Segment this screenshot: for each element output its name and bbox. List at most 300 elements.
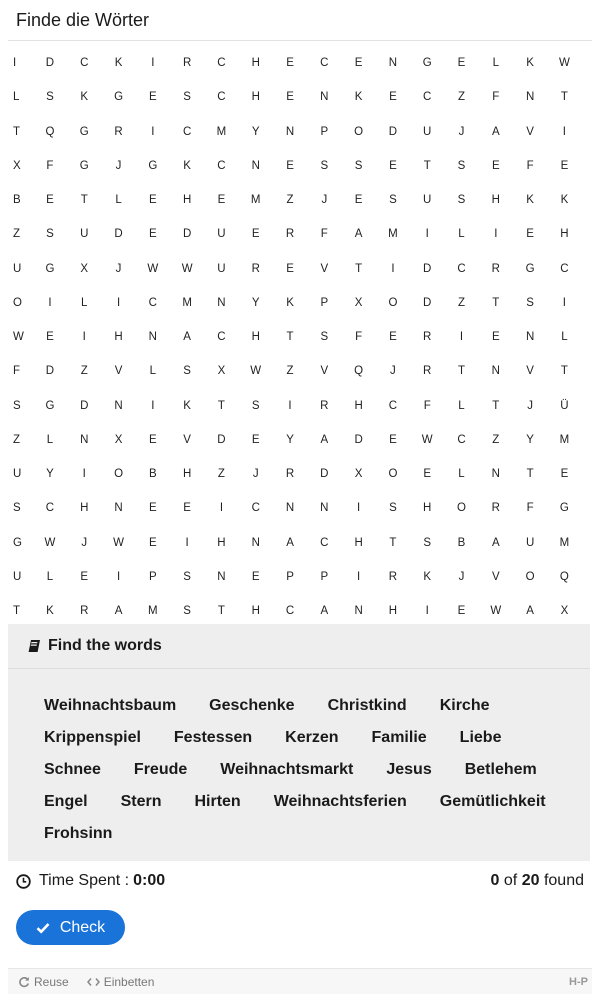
grid-cell[interactable]: C [182,125,192,138]
grid-cell[interactable]: E [286,91,294,104]
grid-cell[interactable]: O [13,296,22,309]
grid-cell[interactable]: C [457,262,466,275]
grid-cell[interactable]: S [13,399,21,412]
grid-cell[interactable]: L [561,331,568,344]
grid-cell[interactable]: L [458,228,465,241]
grid-cell[interactable]: D [217,433,226,446]
grid-cell[interactable]: K [526,194,534,207]
grid-cell[interactable]: I [459,331,464,344]
grid-cell[interactable]: K [423,570,432,583]
grid-cell[interactable]: K [46,605,54,618]
grid-cell[interactable]: J [252,468,259,481]
grid-cell[interactable]: D [114,228,123,241]
grid-cell[interactable]: K [526,57,534,70]
grid-cell[interactable]: E [149,536,157,549]
grid-cell[interactable]: H [354,536,363,549]
grid-cell[interactable]: E [389,91,397,104]
grid-cell[interactable]: N [114,399,123,412]
grid-cell[interactable]: S [457,159,466,172]
grid-cell[interactable]: N [354,605,363,618]
grid-cell[interactable]: L [149,365,157,378]
grid-cell[interactable]: N [525,331,535,344]
grid-cell[interactable]: T [492,399,500,412]
grid-cell[interactable]: N [285,125,295,138]
grid-cell[interactable]: O [525,570,535,583]
grid-cell[interactable]: C [148,296,157,309]
word-item: Hirten [194,793,241,810]
grid-cell[interactable]: Z [286,194,294,207]
grid-cell[interactable]: E [251,570,260,583]
grid-cell[interactable]: M [182,296,192,309]
grid-cell[interactable]: I [13,57,17,70]
grid-cell[interactable]: A [491,125,500,138]
grid-cell[interactable]: A [354,228,363,241]
grid-cell[interactable]: T [526,468,534,481]
grid-cell[interactable]: S [457,194,466,207]
grid-cell[interactable]: M [388,228,398,241]
grid-row [0,286,600,320]
grid-cell[interactable]: E [149,91,157,104]
grid-cell[interactable]: O [354,125,364,138]
grid-cell[interactable]: S [320,331,329,344]
grid-cell[interactable]: F [355,331,363,344]
grid-cell[interactable]: J [527,399,533,412]
grid-cell[interactable]: R [491,502,500,515]
grid-cell[interactable]: M [559,536,570,549]
grid-cell[interactable]: E [560,468,569,481]
grid-cell[interactable]: N [217,570,226,583]
grid-cell[interactable]: X [354,468,363,481]
grid-cell[interactable]: W [421,433,433,446]
grid-cell[interactable]: C [457,433,466,446]
grid-cell[interactable]: I [116,570,121,583]
grid-cell[interactable]: K [183,159,191,172]
grid-cell[interactable]: N [217,296,226,309]
grid-cell[interactable]: R [285,228,295,241]
grid-cell[interactable]: E [251,433,260,446]
grid-cell[interactable]: Q [45,125,55,138]
grid-cell[interactable]: E [46,331,54,344]
grid-cell[interactable]: Y [286,433,294,446]
grid-cell[interactable]: H [251,605,260,618]
grid-cell[interactable]: V [183,433,191,446]
grid-cell[interactable]: P [286,570,294,583]
grid-cell[interactable]: S [183,570,191,583]
grid-row [0,491,600,525]
grid-cell[interactable]: H [114,331,123,344]
grid-cell[interactable]: V [526,125,534,138]
grid-cell[interactable]: I [185,536,189,549]
grid-cell[interactable]: R [182,57,192,70]
grid-cell[interactable]: F [46,159,54,172]
grid-cell[interactable]: G [79,159,89,172]
grid-cell[interactable]: V [491,570,500,583]
grid-cell[interactable]: Z [13,228,21,241]
grid-cell[interactable]: E [457,57,466,70]
grid-cell[interactable]: N [491,468,500,481]
grid-cell[interactable]: E [457,605,466,618]
grid-cell[interactable]: P [149,570,157,583]
grid-cell[interactable]: C [251,502,260,515]
grid-cell[interactable]: C [217,159,226,172]
grid-cell[interactable]: T [355,262,363,275]
grid-cell[interactable]: W [490,605,502,618]
grid-cell[interactable]: R [285,468,295,481]
grid-cell[interactable]: K [183,399,191,412]
grid-cell[interactable]: C [285,605,295,618]
grid-cell[interactable]: D [354,433,363,446]
grid-cell[interactable]: T [389,536,397,549]
grid-cell[interactable]: X [560,605,569,618]
grid-cell[interactable]: E [423,468,432,481]
grid-cell[interactable]: E [354,57,363,70]
grid-cell[interactable]: X [354,296,363,309]
grid-cell[interactable]: N [148,331,157,344]
grid-cell[interactable]: E [389,331,397,344]
grid-cell[interactable]: H [388,605,398,618]
grid-cell[interactable]: U [13,468,22,481]
grid-cell[interactable]: G [114,91,124,104]
grid-cell[interactable]: I [151,57,155,70]
grid-cell[interactable]: D [423,262,432,275]
words-panel-title: Find the words [48,637,162,654]
grid-cell[interactable]: R [423,365,432,378]
grid-cell[interactable]: N [251,159,260,172]
grid-cell[interactable]: J [390,365,396,378]
grid-cell[interactable]: U [13,570,22,583]
grid-cell[interactable]: C [560,262,569,275]
grid-cell[interactable]: P [320,296,329,309]
grid-cell[interactable]: G [148,159,158,172]
grid-cell[interactable]: H [423,502,432,515]
grid-cell[interactable]: U [423,194,432,207]
grid-cell[interactable]: X [114,433,123,446]
grid-cell[interactable]: N [285,502,295,515]
grid-cell[interactable]: V [320,365,329,378]
grid-cell[interactable]: P [320,570,329,583]
grid-cell[interactable]: H [80,502,89,515]
grid-cell[interactable]: E [560,159,569,172]
grid-cell[interactable]: K [560,194,569,207]
grid-cell[interactable]: C [80,57,89,70]
grid-cell[interactable]: G [45,262,55,275]
grid-cell[interactable]: T [492,296,500,309]
grid-cell[interactable]: T [560,365,568,378]
grid-cell[interactable]: S [389,502,397,515]
grid-cell[interactable]: O [388,296,398,309]
reuse-button[interactable] [18,975,69,989]
grid-cell[interactable]: H [354,399,363,412]
grid-cell[interactable]: C [217,57,226,70]
grid-cell[interactable]: H [251,57,260,70]
grid-cell[interactable]: R [423,331,432,344]
grid-cell[interactable]: X [13,159,21,172]
grid-cell[interactable]: U [13,262,22,275]
grid-cell[interactable]: A [286,536,294,549]
grid-cell[interactable]: T [217,399,225,412]
grid-cell[interactable]: J [115,159,122,172]
grid-cell[interactable]: W [181,262,193,275]
grid-cell[interactable]: F [492,91,500,104]
grid-cell[interactable]: Y [251,125,260,138]
grid-cell[interactable]: K [80,91,89,104]
grid-cell[interactable]: I [494,228,498,241]
grid-cell[interactable]: X [80,262,89,275]
grid-cell[interactable]: D [45,365,55,378]
grid-cell[interactable]: O [114,468,124,481]
grid-cell[interactable]: E [389,159,397,172]
grid-cell[interactable]: L [13,91,20,104]
grid-cell[interactable]: Y [46,468,54,481]
grid-cell[interactable]: I [425,605,429,618]
grid-cell[interactable]: X [217,365,226,378]
grid-cell[interactable]: G [45,399,55,412]
grid-cell[interactable]: H [182,194,192,207]
grid-cell[interactable]: Z [457,91,466,104]
grid-cell[interactable]: I [151,399,155,412]
grid-cell[interactable]: I [357,570,361,583]
grid-cell[interactable]: Z [13,433,21,446]
grid-cell[interactable]: U [217,262,226,275]
grid-cell[interactable]: A [183,331,191,344]
grid-cell[interactable]: F [526,502,534,515]
grid-cell[interactable]: W [558,57,570,70]
grid-cell[interactable]: H [217,536,226,549]
grid-cell[interactable]: E [354,194,363,207]
grid-cell[interactable]: B [13,194,21,207]
grid-cell[interactable]: Z [80,365,88,378]
grid-cell[interactable]: J [458,125,465,138]
grid-cell[interactable]: R [491,262,500,275]
grid-cell[interactable]: W [13,331,24,344]
grid-cell[interactable]: C [217,331,226,344]
grid-cell[interactable]: T [286,331,294,344]
grid-cell[interactable]: L [458,399,465,412]
grid-cell[interactable]: E [286,262,294,275]
grid-cell[interactable]: E [491,331,500,344]
grid-cell[interactable]: S [183,605,191,618]
grid-cell[interactable]: L [458,468,465,481]
grid-cell[interactable]: S [46,91,54,104]
grid-cell[interactable]: Z [492,433,500,446]
grid-cell[interactable]: C [217,91,226,104]
grid-cell[interactable]: K [354,91,363,104]
grid-cell[interactable]: I [151,125,155,138]
grid-cell[interactable]: L [81,296,88,309]
grid-cell[interactable]: Z [457,296,466,309]
grid-cell[interactable]: H [491,194,500,207]
grid-cell[interactable]: C [320,536,329,549]
grid-cell[interactable]: Y [251,296,260,309]
grid-cell[interactable]: M [216,125,227,138]
grid-cell[interactable]: S [354,159,363,172]
grid-cell[interactable]: S [251,399,260,412]
grid-cell[interactable]: T [13,605,21,618]
grid-cell[interactable]: B [457,536,466,549]
grid-cell[interactable]: W [113,536,124,549]
grid-cell[interactable]: L [492,57,499,70]
grid-cell[interactable]: L [115,194,122,207]
grid-cell[interactable]: C [388,399,398,412]
word-search-grid[interactable] [0,46,600,624]
grid-cell[interactable]: M [250,194,261,207]
grid-cell[interactable]: A [320,605,329,618]
grid-cell[interactable]: A [114,605,123,618]
grid-cell[interactable]: R [388,570,398,583]
grid-cell[interactable]: I [391,262,395,275]
grid-cell[interactable]: L [46,433,54,446]
grid-cell[interactable]: U [217,228,226,241]
grid-cell[interactable]: E [286,159,294,172]
grid-cell[interactable]: E [217,194,226,207]
grid-cell[interactable]: J [321,194,328,207]
grid-cell[interactable]: I [82,468,86,481]
grid-cell[interactable]: K [286,296,294,309]
grid-cell[interactable]: Z [286,365,294,378]
grid-cell[interactable]: Z [217,468,225,481]
grid-cell[interactable]: N [320,502,329,515]
grid-cell[interactable]: I [48,296,52,309]
grid-cell[interactable]: J [458,570,465,583]
grid-cell[interactable]: S [46,228,54,241]
grid-cell[interactable]: E [286,57,294,70]
grid-cell[interactable]: F [13,365,21,378]
grid-cell[interactable]: S [183,91,191,104]
grid-cell[interactable]: S [423,536,432,549]
grid-cell[interactable]: I [82,331,86,344]
grid-cell[interactable]: V [320,262,329,275]
grid-cell[interactable]: T [217,605,225,618]
grid-cell[interactable]: E [526,228,534,241]
grid-cell[interactable]: H [251,91,260,104]
grid-cell[interactable]: E [149,502,157,515]
grid-cell[interactable]: T [457,365,466,378]
grid-cell[interactable]: N [251,536,260,549]
grid-cell[interactable]: O [457,502,466,515]
grid-cell[interactable]: U [80,228,89,241]
grid-cell[interactable]: D [388,125,398,138]
grid-cell[interactable]: J [81,536,88,549]
grid-cell[interactable]: D [182,228,192,241]
grid-cell[interactable]: D [80,399,89,412]
grid-cell[interactable]: I [357,502,361,515]
grid-cell[interactable]: H [560,228,569,241]
grid-cell[interactable]: L [46,570,54,583]
grid-cell[interactable]: J [115,262,122,275]
grid-cell[interactable]: I [116,296,121,309]
grid-cell[interactable]: N [525,91,535,104]
grid-cell[interactable]: S [389,194,397,207]
grid-cell[interactable]: S [526,296,534,309]
grid-cell[interactable]: V [526,365,534,378]
grid-cell[interactable]: E [80,570,89,583]
grid-cell[interactable]: E [149,228,157,241]
grid-cell[interactable]: I [562,125,566,138]
grid-cell[interactable]: E [46,194,54,207]
grid-cell[interactable]: Q [559,570,569,583]
grid-cell[interactable]: N [388,57,398,70]
grid-cell[interactable]: D [320,468,329,481]
grid-cell[interactable]: S [320,159,329,172]
grid-cell[interactable]: G [13,536,22,549]
grid-cell[interactable]: K [114,57,123,70]
grid-cell[interactable]: E [389,433,397,446]
grid-cell[interactable]: R [320,399,329,412]
grid-cell[interactable]: M [559,433,570,446]
found-of: of [503,872,518,889]
grid-cell[interactable]: N [80,433,89,446]
grid-cell[interactable]: M [148,605,158,618]
grid-cell[interactable]: G [559,502,569,515]
grid-cell[interactable]: S [183,365,191,378]
grid-cell[interactable]: G [79,125,89,138]
time-spent-value: 0:00 [133,872,166,889]
grid-cell[interactable]: R [80,605,89,618]
grid-cell[interactable]: U [423,125,432,138]
grid-cell[interactable]: W [147,262,159,275]
grid-cell[interactable]: H [251,331,260,344]
grid-cell[interactable]: V [114,365,123,378]
grid-cell[interactable]: Ü [560,399,569,412]
grid-cell[interactable]: E [149,433,157,446]
grid-cell[interactable]: I [288,399,292,412]
grid-cell[interactable]: W [250,365,262,378]
grid-cell[interactable]: I [562,296,566,309]
grid-cell[interactable]: N [114,502,123,515]
grid-cell[interactable]: W [44,536,56,549]
word-item: Kirche [439,697,490,714]
grid-cell[interactable]: I [425,228,429,241]
grid-cell[interactable]: D [45,57,55,70]
grid-cell[interactable]: F [526,159,534,172]
grid-cell[interactable]: U [525,536,535,549]
grid-cell[interactable]: T [13,125,21,138]
grid-cell[interactable]: C [45,502,55,515]
grid-cell[interactable]: A [320,433,329,446]
embed-button[interactable] [87,975,155,989]
grid-cell[interactable]: F [320,228,328,241]
grid-cell[interactable]: E [149,194,157,207]
check-button[interactable] [16,910,125,945]
grid-cell[interactable]: R [114,125,123,138]
grid-cell[interactable]: R [251,262,260,275]
grid-cell[interactable]: Q [354,365,364,378]
grid-cell[interactable]: D [423,296,432,309]
grid-cell[interactable]: O [388,468,398,481]
grid-cell[interactable]: T [560,91,568,104]
grid-cell[interactable]: S [13,502,21,515]
grid-cell[interactable]: T [80,194,88,207]
grid-cell[interactable]: G [525,262,535,275]
grid-cell[interactable]: B [149,468,157,481]
grid-cell[interactable]: A [491,536,500,549]
grid-cell[interactable]: A [526,605,534,618]
grid-cell[interactable]: C [423,91,432,104]
grid-cell[interactable]: C [320,57,329,70]
grid-cell[interactable]: P [320,125,329,138]
grid-cell[interactable]: E [251,228,260,241]
grid-cell[interactable]: N [491,365,500,378]
grid-cell[interactable]: E [183,502,191,515]
grid-cell[interactable]: N [320,91,329,104]
grid-cell[interactable]: G [422,57,432,70]
grid-cell[interactable]: H [182,468,192,481]
grid-cell[interactable]: Y [526,433,534,446]
grid-cell[interactable]: T [423,159,431,172]
grid-cell[interactable]: I [219,502,224,515]
grid-cell[interactable]: E [491,159,500,172]
grid-cell[interactable]: F [423,399,431,412]
